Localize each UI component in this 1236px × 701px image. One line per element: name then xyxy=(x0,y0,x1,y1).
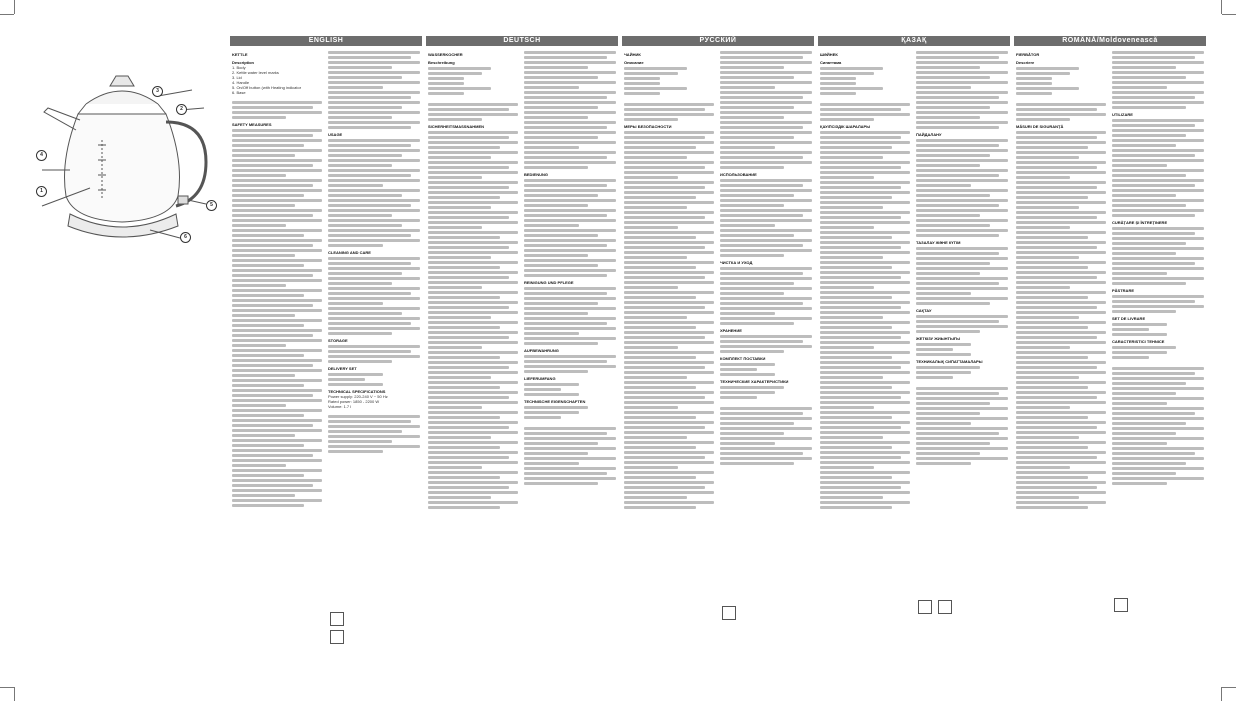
romanian-title: FIERBĂTOR xyxy=(1016,52,1040,57)
section-header-russian: РУССКИЙ xyxy=(622,36,814,46)
russian-column-2 xyxy=(720,49,812,671)
deutsch-cleaning-heading: REINIGUNG UND PFLEGE xyxy=(524,280,574,285)
romanian-column-1 xyxy=(1016,49,1106,671)
deutsch-delivery-heading: LIEFERUMFANG xyxy=(524,376,556,381)
english-cleaning-heading: CLEANING AND CARE xyxy=(328,250,371,255)
ce-mark-icon xyxy=(1114,598,1128,612)
english-part-3: 3. Lid xyxy=(232,75,242,80)
russian-description-heading: Описание xyxy=(624,60,644,65)
kazakh-column-2 xyxy=(916,49,1008,671)
english-column-1 xyxy=(232,49,322,671)
russian-specs-heading: ТЕХНИЧЕСКИЕ ХАРАКТЕРИСТИКИ xyxy=(720,379,789,384)
english-specs-power: Power supply: 220-240 V ~ 50 Hz xyxy=(328,394,388,399)
kazakh-description-heading: Сипаттама xyxy=(820,60,842,65)
deutsch-description-heading: Beschreibung xyxy=(428,60,455,65)
kettle-drawing xyxy=(30,70,220,250)
kazakh-cleaning-heading: ТАЗАЛАУ ЖӘНЕ КҮТІМ xyxy=(916,240,961,245)
deutsch-column-2 xyxy=(524,49,616,671)
romanian-storage-heading: PĂSTRARE xyxy=(1112,288,1135,293)
deutsch-title: WASSERKOCHER xyxy=(428,52,463,57)
russian-storage-heading: ХРАНЕНИЕ xyxy=(720,328,742,333)
callout-5: 5 xyxy=(206,200,217,211)
callout-3: 3 xyxy=(152,86,163,97)
kazakh-storage-heading: САҚТАУ xyxy=(916,308,932,313)
english-column-2 xyxy=(328,49,420,671)
romanian-usage-heading: UTILIZARE xyxy=(1112,112,1133,117)
romanian-cleaning-heading: CURĂȚARE ȘI ÎNTREȚINERE xyxy=(1112,220,1168,225)
russian-safety-heading: МЕРЫ БЕЗОПАСНОСТИ xyxy=(624,124,672,129)
kazakh-title: ШӘЙНЕК xyxy=(820,52,838,57)
crop-mark xyxy=(1222,687,1236,688)
russian-cleaning-heading: ЧИСТКА И УХОД xyxy=(720,260,753,265)
deutsch-usage-heading: BEDIENUNG xyxy=(524,172,549,177)
english-safety-heading: SAFETY MEASURES xyxy=(232,122,272,127)
ce-mark-icon xyxy=(330,612,344,626)
russian-usage-heading: ИСПОЛЬЗОВАНИЕ xyxy=(720,172,757,177)
english-specs-heading: TECHNICAL SPECIFICATIONS xyxy=(328,389,386,394)
eac-mark-icon xyxy=(330,630,344,644)
english-usage-heading: USAGE xyxy=(328,132,343,137)
english-storage-heading: STORAGE xyxy=(328,338,348,343)
callout-2: 2 xyxy=(176,104,187,115)
english-part-2: 2. Kettle water level marks xyxy=(232,70,279,75)
english-specs-volume: Volume: 1.7 l xyxy=(328,404,352,409)
callout-6: 6 xyxy=(180,232,191,243)
ce-mark-icon xyxy=(722,606,736,620)
crop-mark xyxy=(1221,687,1222,701)
english-part-6: 6. Base xyxy=(232,90,246,95)
romanian-delivery-heading: SET DE LIVRARE xyxy=(1112,316,1146,321)
kettle-illustration xyxy=(30,70,220,250)
english-specs-rated: Rated power: 1850 - 2200 W xyxy=(328,399,380,404)
kazakh-delivery-heading: ЖЕТКІЗУ ЖИЫНТЫҒЫ xyxy=(916,336,961,341)
kazakh-column-1 xyxy=(820,49,910,671)
deutsch-specs-heading: TECHNISCHE EIGENSCHAFTEN xyxy=(524,399,586,404)
section-header-english: ENGLISH xyxy=(230,36,422,46)
callout-1: 1 xyxy=(36,186,47,197)
eac-mark-icon xyxy=(938,600,952,614)
english-part-4: 4. Handle xyxy=(232,80,250,85)
deutsch-column-1 xyxy=(428,49,518,671)
crop-mark xyxy=(0,14,14,15)
section-header-deutsch: DEUTSCH xyxy=(426,36,618,46)
romanian-description-heading: Descriere xyxy=(1016,60,1035,65)
romanian-safety-heading: MĂSURI DE SIGURANȚĂ xyxy=(1016,124,1064,129)
kazakh-usage-heading: ПАЙДАЛАНУ xyxy=(916,132,942,137)
russian-column-1 xyxy=(624,49,714,671)
callout-4: 4 xyxy=(36,150,47,161)
crop-mark xyxy=(1221,0,1222,14)
romanian-column-2 xyxy=(1112,49,1204,671)
deutsch-safety-heading: SICHERHEITSMASSNAHMEN xyxy=(428,124,485,129)
deutsch-storage-heading: AUFBEWAHRUNG xyxy=(524,348,559,353)
crop-mark xyxy=(14,0,15,14)
russian-title: ЧАЙНИК xyxy=(624,52,641,57)
crop-mark xyxy=(14,687,15,701)
section-header-kazakh: ҚАЗАҚ xyxy=(818,36,1010,46)
english-description-heading: Description xyxy=(232,60,255,65)
english-delivery-heading: DELIVERY SET xyxy=(328,366,357,371)
russian-delivery-heading: КОМПЛЕКТ ПОСТАВКИ xyxy=(720,356,766,361)
kazakh-safety-heading: ҚАУІПСІЗДІК ШАРАЛАРЫ xyxy=(820,124,871,129)
english-title: KETTLE xyxy=(232,52,248,57)
english-part-1: 1. Body xyxy=(232,65,246,70)
crop-mark xyxy=(1222,14,1236,15)
english-part-5: 5. On/Off button (with Heating indicator xyxy=(232,85,302,90)
kazakh-specs-heading: ТЕХНИКАЛЫҚ СИПАТТАМАЛАРЫ xyxy=(916,359,983,364)
crop-mark xyxy=(0,687,14,688)
section-header-romanian: ROMÂNĂ/Moldovenească xyxy=(1014,36,1206,46)
romanian-specs-heading: CARACTERISTICI TEHNICE xyxy=(1112,339,1165,344)
ce-mark-icon xyxy=(918,600,932,614)
